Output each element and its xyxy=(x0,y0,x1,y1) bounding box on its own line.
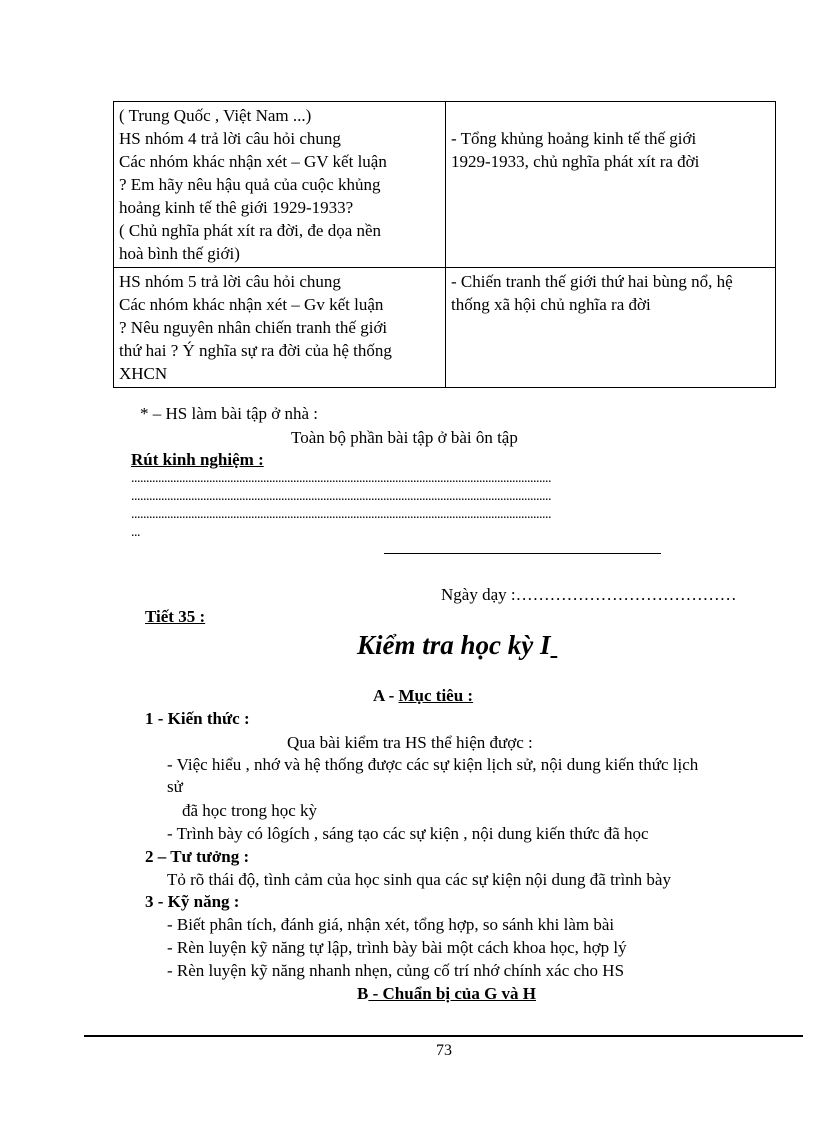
dotted-line-short: ... xyxy=(131,525,140,540)
cell-text: ? Em hãy nêu hậu quả của cuộc khủng xyxy=(119,175,381,194)
cell-text: hoà bình thế giới) xyxy=(119,244,240,263)
knowledge-item-wrap: sử xyxy=(167,777,183,796)
dotted-line: ............................................................................................................................................ xyxy=(131,507,551,522)
section-heading-a xyxy=(373,686,473,706)
page-title xyxy=(357,630,557,661)
cell-text: HS nhóm 4 trả lời câu hỏi chung xyxy=(119,129,341,148)
lesson-number: Tiết 35 : xyxy=(145,607,206,626)
knowledge-item: - Trình bày có lôgích , sáng tạo các sự kiện , nội dung kiến thức đã học xyxy=(167,824,649,843)
thought-text: Tỏ rõ thái độ, tình cảm của học sinh qua các sự kiện nội dung đã trình bày xyxy=(167,870,671,889)
table-row xyxy=(114,268,776,388)
page-number: 73 xyxy=(436,1042,452,1059)
cell-text: - Tổng khủng hoảng kinh tế thế giới xyxy=(451,129,697,148)
cell-text xyxy=(451,104,770,127)
knowledge-item-cont: đã học trong học kỳ xyxy=(182,801,318,820)
skill-item: - Rèn luyện kỹ năng nhanh nhẹn, củng cố trí nhớ chính xác cho HS xyxy=(167,961,625,980)
dotted-line: ............................................................................................................................................ xyxy=(131,489,551,504)
heading-text: Mục tiêu : xyxy=(398,686,474,705)
homework-label: * – HS làm bài tập ở nhà : xyxy=(140,404,319,423)
section-heading-b xyxy=(357,984,536,1004)
table-row xyxy=(114,102,776,268)
cell-text: thống xã hội chủ nghĩa ra đời xyxy=(451,295,651,314)
cell-text: - Chiến tranh thế giới thứ hai bùng nổ, hệ xyxy=(451,272,733,291)
skill-item: - Rèn luyện kỹ năng tự lập, trình bày bài một cách khoa học, hợp lý xyxy=(167,938,627,957)
cell-text: Các nhóm khác nhận xét – GV kết luận xyxy=(119,152,387,171)
cell-text: ? Nêu nguyên nhân chiến tranh thế giới xyxy=(119,318,388,337)
footer-rule xyxy=(84,1035,803,1037)
skills-heading: 3 - Kỹ năng : xyxy=(145,892,240,911)
cell-text: ( Trung Quốc , Việt Nam ...) xyxy=(119,106,312,125)
content-cell xyxy=(446,268,776,388)
knowledge-heading: 1 - Kiến thức : xyxy=(145,709,250,728)
content-cell xyxy=(446,102,776,268)
cell-text: hoảng kinh tế thê giới 1929-1933? xyxy=(119,198,354,217)
teaching-date: Ngày dạy :………………………………… xyxy=(441,585,737,604)
activity-cell xyxy=(114,268,446,388)
heading-prefix: B xyxy=(357,984,369,1003)
cell-text: Các nhóm khác nhận xét – Gv kết luận xyxy=(119,295,384,314)
dotted-line: ............................................................................................................................................ xyxy=(131,471,551,486)
knowledge-intro: Qua bài kiểm tra HS thể hiện được : xyxy=(287,733,533,752)
cell-text: XHCN xyxy=(119,364,168,383)
heading-text: - Chuẩn bị của G và H xyxy=(368,984,537,1003)
section-divider xyxy=(384,553,661,554)
thought-heading: 2 – Tư tưởng : xyxy=(145,847,250,866)
title-text: Kiểm tra học kỳ I xyxy=(357,630,551,660)
cell-text: HS nhóm 5 trả lời câu hỏi chung xyxy=(119,272,341,291)
knowledge-item: - Việc hiểu , nhớ và hệ thống được các sự kiện lịch sử, nội dung kiến thức lịch xyxy=(167,755,699,774)
cell-text: ( Chủ nghĩa phát xít ra đời, đe dọa nền xyxy=(119,221,382,240)
activity-cell xyxy=(114,102,446,268)
homework-text: Toàn bộ phần bài tập ở bài ôn tập xyxy=(291,428,518,447)
heading-prefix: A - xyxy=(373,686,399,705)
experience-heading: Rút kinh nghiệm : xyxy=(131,450,264,469)
cell-text: 1929-1933, chủ nghĩa phát xít ra đời xyxy=(451,152,700,171)
lesson-table xyxy=(113,101,776,388)
cell-text: thứ hai ? Ý nghĩa sự ra đời của hệ thống xyxy=(119,341,392,360)
skill-item: - Biết phân tích, đánh giá, nhận xét, tổng hợp, so sánh khi làm bài xyxy=(167,915,615,934)
